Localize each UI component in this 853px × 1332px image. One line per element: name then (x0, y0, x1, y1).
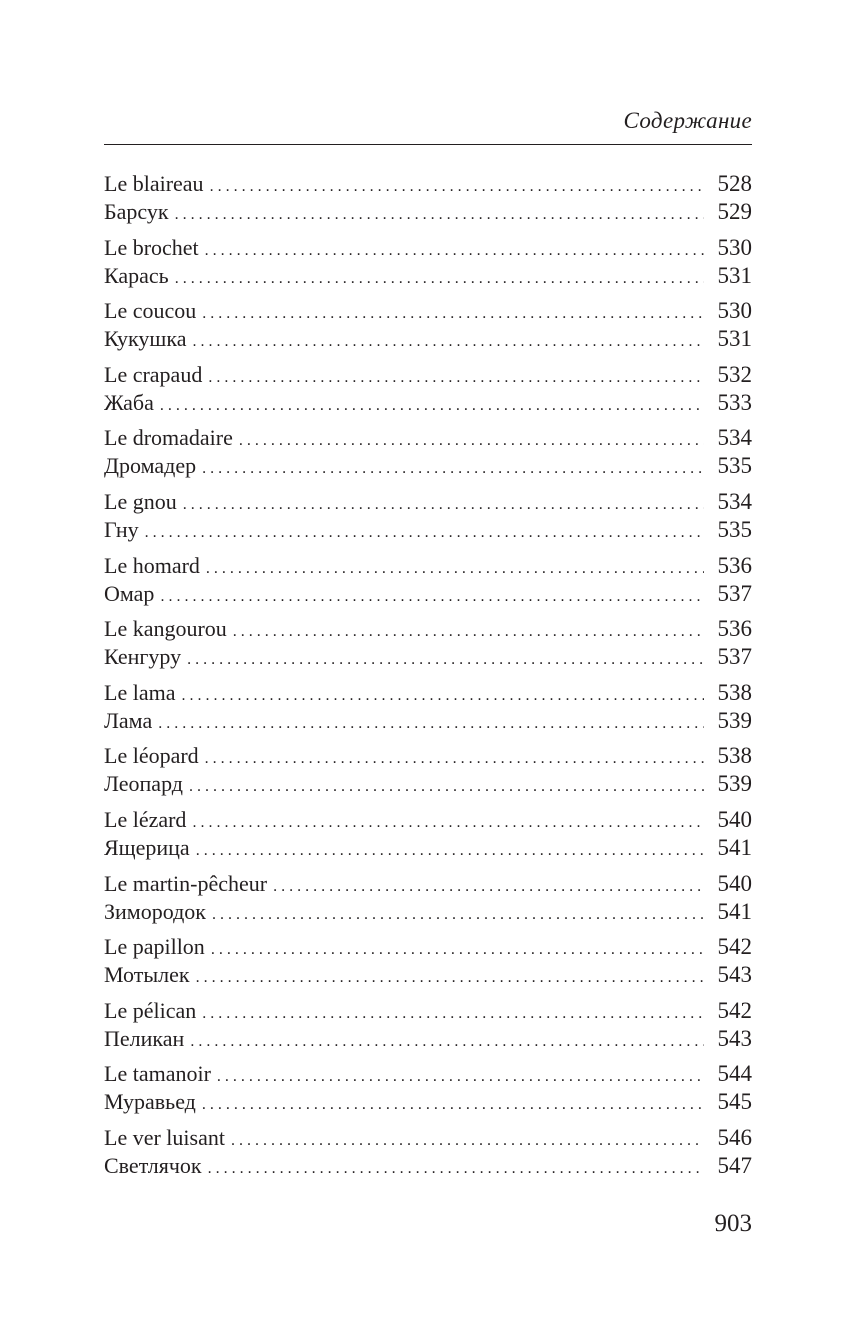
entry-title: Гну (104, 516, 139, 542)
toc-line-french[interactable] (104, 488, 752, 516)
toc-line-russian[interactable] (104, 580, 752, 608)
toc-entry-pair (104, 234, 752, 298)
entry-title: Мотылек (104, 962, 190, 988)
toc-line-russian[interactable] (104, 961, 752, 989)
entry-title: Le homard (104, 552, 200, 578)
entry-page-number: 547 (717, 1152, 752, 1178)
dot-leader (145, 519, 704, 547)
dot-leader (206, 555, 704, 583)
entry-page-number: 542 (717, 934, 752, 960)
entry-page-number: 537 (717, 580, 752, 606)
dot-leader (192, 809, 704, 837)
dot-leader (202, 455, 704, 483)
dot-leader (175, 265, 704, 293)
entry-page-number: 544 (717, 1061, 752, 1087)
dot-leader (205, 237, 704, 265)
entry-page-number: 530 (717, 234, 752, 260)
entry-page-number: 537 (717, 644, 752, 670)
dot-leader (210, 173, 704, 201)
table-of-contents (104, 170, 752, 1188)
toc-line-russian[interactable] (104, 452, 752, 480)
entry-title: Муравьед (104, 1089, 196, 1115)
entry-title: Le pélican (104, 997, 197, 1023)
toc-line-russian[interactable] (104, 1025, 752, 1053)
entry-page-number: 535 (717, 516, 752, 542)
entry-page-number: 531 (717, 326, 752, 352)
toc-line-russian[interactable] (104, 516, 752, 544)
toc-line-russian[interactable] (104, 389, 752, 417)
toc-line-russian[interactable] (104, 198, 752, 226)
entry-title: Зимородок (104, 898, 206, 924)
entry-title: Светлячок (104, 1152, 202, 1178)
toc-line-french[interactable] (104, 806, 752, 834)
entry-title: Пеликан (104, 1025, 185, 1051)
entry-page-number: 538 (717, 679, 752, 705)
entry-title: Le blaireau (104, 171, 204, 196)
entry-page-number: 532 (717, 361, 752, 387)
toc-line-french[interactable] (104, 679, 752, 707)
toc-line-russian[interactable] (104, 262, 752, 290)
entry-page-number: 540 (717, 870, 752, 896)
toc-line-russian[interactable] (104, 898, 752, 926)
entry-title: Le brochet (104, 234, 199, 260)
entry-page-number: 528 (717, 171, 752, 196)
entry-title: Le tamanoir (104, 1061, 211, 1087)
dot-leader (187, 646, 704, 674)
entry-page-number: 541 (717, 898, 752, 924)
dot-leader (183, 491, 704, 519)
toc-line-russian[interactable] (104, 770, 752, 798)
entry-page-number: 546 (717, 1124, 752, 1150)
entry-page-number: 540 (717, 806, 752, 832)
toc-line-french[interactable] (104, 870, 752, 898)
entry-title: Le lézard (104, 806, 187, 832)
entry-page-number: 529 (717, 199, 752, 224)
toc-entry-pair (104, 742, 752, 806)
entry-title: Le léopard (104, 743, 199, 769)
toc-line-russian[interactable] (104, 1152, 752, 1180)
header-rule (104, 144, 752, 145)
dot-leader (212, 901, 704, 929)
dot-leader (196, 964, 704, 992)
toc-entry-pair (104, 1060, 752, 1124)
toc-entry-pair (104, 1124, 752, 1188)
entry-page-number: 542 (717, 997, 752, 1023)
entry-page-number: 534 (717, 425, 752, 451)
dot-leader (175, 201, 704, 229)
entry-page-number: 543 (717, 1025, 752, 1051)
dot-leader (239, 427, 704, 455)
entry-title: Кенгуру (104, 644, 182, 670)
dot-leader (190, 1028, 704, 1056)
toc-entry-pair (104, 615, 752, 679)
entry-title: Барсук (104, 199, 169, 224)
entry-title: Жаба (104, 389, 154, 415)
entry-title: Кукушка (104, 326, 187, 352)
entry-page-number: 539 (717, 707, 752, 733)
toc-line-french[interactable] (104, 170, 752, 198)
dot-leader (205, 745, 704, 773)
entry-page-number: 539 (717, 771, 752, 797)
toc-entry-pair (104, 997, 752, 1061)
entry-title: Le gnou (104, 488, 177, 514)
entry-title: Карась (104, 262, 169, 288)
entry-page-number: 536 (717, 616, 752, 642)
entry-page-number: 535 (717, 453, 752, 479)
entry-title: Le crapaud (104, 361, 203, 387)
dot-leader (181, 682, 704, 710)
toc-line-french[interactable] (104, 234, 752, 262)
running-head: Содержание (623, 108, 752, 133)
dot-leader (233, 618, 704, 646)
toc-line-french[interactable] (104, 1124, 752, 1152)
dot-leader (217, 1063, 704, 1091)
entry-title: Le martin-pêcheur (104, 870, 268, 896)
toc-line-french[interactable] (104, 424, 752, 452)
page-number: 903 (714, 1210, 752, 1237)
toc-line-russian[interactable] (104, 325, 752, 353)
toc-line-russian[interactable] (104, 1088, 752, 1116)
toc-entry-pair (104, 806, 752, 870)
entry-title: Дромадер (104, 453, 197, 479)
entry-page-number: 545 (717, 1089, 752, 1115)
toc-entry-pair (104, 424, 752, 488)
toc-entry-pair (104, 679, 752, 743)
toc-line-french[interactable] (104, 361, 752, 389)
entry-page-number: 543 (717, 962, 752, 988)
entry-page-number: 541 (717, 834, 752, 860)
entry-page-number: 534 (717, 488, 752, 514)
dot-leader (231, 1127, 704, 1155)
entry-title: Le coucou (104, 298, 197, 324)
toc-entry-pair (104, 297, 752, 361)
entry-title: Le dromadaire (104, 425, 233, 451)
dot-leader (202, 1091, 704, 1119)
entry-title: Леопард (104, 771, 183, 797)
toc-line-french[interactable] (104, 1060, 752, 1088)
toc-entry-pair (104, 170, 752, 234)
entry-page-number: 531 (717, 262, 752, 288)
toc-line-french[interactable] (104, 997, 752, 1025)
dot-leader (158, 710, 704, 738)
entry-title: Лама (104, 707, 153, 733)
dot-leader (202, 300, 704, 328)
entry-page-number: 533 (717, 389, 752, 415)
dot-leader (160, 392, 704, 420)
dot-leader (208, 1155, 704, 1183)
entry-page-number: 530 (717, 298, 752, 324)
entry-title: Le kangourou (104, 616, 227, 642)
dot-leader (202, 1000, 704, 1028)
dot-leader (160, 583, 704, 611)
dot-leader (192, 328, 704, 356)
toc-entry-pair (104, 870, 752, 934)
toc-entry-pair (104, 933, 752, 997)
entry-page-number: 536 (717, 552, 752, 578)
dot-leader (208, 364, 704, 392)
toc-line-french[interactable] (104, 933, 752, 961)
toc-entry-pair (104, 488, 752, 552)
dot-leader (273, 873, 704, 901)
toc-line-french[interactable] (104, 615, 752, 643)
entry-title: Омар (104, 580, 155, 606)
dot-leader (189, 773, 704, 801)
entry-title: Ящерица (104, 834, 190, 860)
dot-leader (196, 837, 704, 865)
toc-line-french[interactable] (104, 742, 752, 770)
toc-line-russian[interactable] (104, 834, 752, 862)
toc-line-french[interactable] (104, 297, 752, 325)
entry-title: Le lama (104, 679, 176, 705)
toc-line-french[interactable] (104, 552, 752, 580)
toc-line-russian[interactable] (104, 643, 752, 671)
entry-page-number: 538 (717, 743, 752, 769)
toc-entry-pair (104, 361, 752, 425)
entry-title: Le ver luisant (104, 1124, 225, 1150)
toc-entry-pair (104, 552, 752, 616)
toc-line-russian[interactable] (104, 707, 752, 735)
entry-title: Le papillon (104, 934, 205, 960)
dot-leader (211, 936, 704, 964)
